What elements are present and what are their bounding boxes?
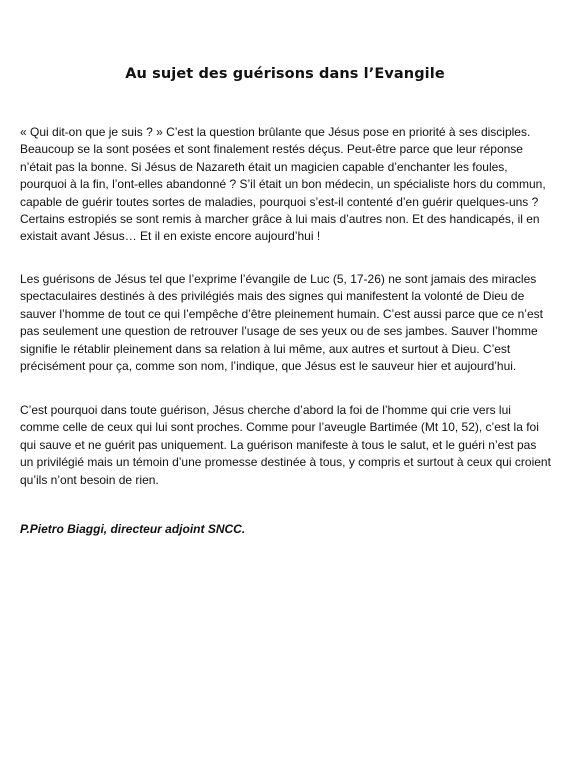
paragraph-2: Les guérisons de Jésus tel que l’exprime l’évangile de Luc (5, 17-26) ne sont jamais des miracles spectaculaires destinés à des privilégiés mais des signes qui manifestent la volonté de Dieu de sauver l’homme de tout ce qui l’empêche d’être pleinement humain. C’est aussi parce que ce n’est pas seulement une question de retrouver l’usage de ses yeux ou de ses jambes. Sauver l’homme signifie le rétablir pleinement dans sa relation à lui même, aux autres et surtout à Dieu. C’est précisément pour ça, comme son nom, l’indique, que Jésus est le sauveur hier et aujourd’hui.	[20, 272, 543, 374]
paragraph-1: « Qui dit-on que je suis ? » C’est la question brûlante que Jésus pose en priorité à ses disciples. Beaucoup se la sont posées et sont finalement restés déçus. Peut-être parce que leur réponse n’était pas la bonne. Si Jésus de Nazareth était un magicien capable d’enchanter les foules, pourquoi à la fin, l’ont-elles abandonné ? S’il était un bon médecin, un spécialiste hors du commun, capable de guérir toutes sortes de maladies, pourquoi s’est-il contenté d’en guérir quelques-uns ? Certains estropiés se sont remis à marcher grâce à lui mais d’autres non. Et des handicapés, il en existait avant Jésus… Et il en existe encore aujourd’hui !	[20, 125, 546, 244]
document-title: Au sujet des guérisons dans l’Evangile	[125, 66, 445, 82]
author-signature: P.Pietro Biaggi, directeur adjoint SNCC.	[20, 522, 246, 536]
paragraph-3: C’est pourquoi dans toute guérison, Jésus cherche d’abord la foi de l’homme qui crie vers lui comme celle de ceux qui lui sont proches. Comme pour l’aveugle Bartimée (Mt 10, 52), c’est la foi qui sauve et ne guérit pas uniquement. La guérison manifeste à tous le salut, et le guéri n’est pas un privilégié mais un témoin d’une promesse destinée à tous, y compris et surtout à ceux qui croient qu’ils n’ont besoin de rien.	[20, 403, 551, 487]
